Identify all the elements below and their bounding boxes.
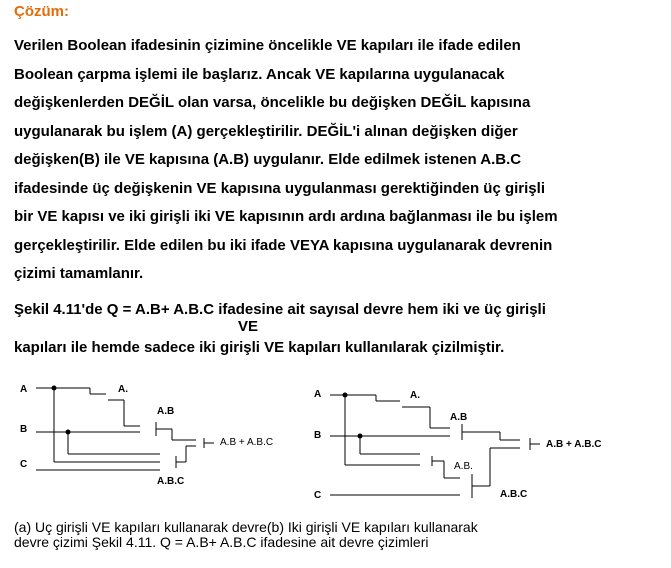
circuit-diagram-b [330, 395, 540, 498]
paragraph-line: çizimi tamamlanır. [14, 265, 144, 282]
junction-dot [66, 430, 71, 435]
output-label: A.B + A.B.C [220, 437, 274, 448]
input-label-c: C [20, 459, 28, 470]
output-label: A.B + A.B.C [546, 439, 602, 450]
not-gate-label: A. [118, 384, 128, 395]
caption-line: (a) Uç girişli VE kapıları kullanarak devre(b) Iki girişli VE kapıları kullanarak [14, 519, 478, 535]
junction-dot [52, 386, 57, 391]
caption-line: devre çizimi Şekil 4.11. Q = A.B+ A.B.C ifadesine ait devre çizimleri [14, 534, 429, 550]
and-gate-label: A.B [450, 412, 468, 423]
solution-title: Çözüm: [14, 3, 69, 20]
paragraph-line: Boolean çarpma işlemi ile başlarız. Ancak VE kapılarına uygulanacak [14, 65, 505, 83]
and-gate-label: A.B.C [157, 476, 185, 487]
junction-dot [343, 393, 348, 398]
input-label-b: B [314, 430, 322, 441]
circuit-diagram-a [36, 388, 214, 470]
paragraph-line: değişken(B) ile VE kapısına (A.B) uygulanır. Elde edilmek istenen A.B.C [14, 151, 522, 168]
and-gate-label: A.B [157, 406, 175, 417]
and-gate-label: A.B.C [500, 489, 528, 500]
figure-reference-ve: VE [238, 318, 259, 335]
input-label-a: A [314, 389, 322, 400]
and-gate-label: A.B. [454, 461, 473, 472]
explanation-paragraph [14, 32, 620, 289]
figure-reference-line: Şekil 4.11'de Q = A.B+ A.B.C ifadesine ait sayısal devre hem iki ve üç girişli [14, 301, 546, 318]
figure-caption [14, 520, 478, 550]
input-label-b: B [20, 424, 28, 435]
circuit-diagrams [0, 370, 671, 515]
figure-reference-line-2: kapıları ile hemde sadece iki girişli VE kapıları kullanılarak çizilmiştir. [14, 339, 505, 356]
paragraph-line: ifadesinde üç değişkenin VE kapısına uygulanması gerektiğinden üç girişli [14, 179, 545, 197]
paragraph-line: bir VE kapısı ve iki girişli iki VE kapısının ardı ardına bağlanması ile bu işlem [14, 208, 558, 225]
not-gate-label: A. [410, 390, 420, 401]
paragraph-line: Verilen Boolean ifadesinin çizimine öncelikle VE kapıları ile ifade edilen [14, 37, 521, 54]
input-label-c: C [314, 490, 322, 501]
paragraph-line: uygulanarak bu işlem (A) gerçekleştirilir. DEĞİL'i alınan değişken diğer [14, 122, 518, 140]
paragraph-line: değişkenlerden DEĞİL olan varsa, öncelikle bu değişken DEĞİL kapısına [14, 94, 531, 111]
junction-dot [358, 434, 363, 439]
input-label-a: A [20, 384, 28, 395]
paragraph-line: gerçekleştirilir. Elde edilen bu iki ifade VEYA kapısına uygulanarak devrenin [14, 236, 553, 254]
